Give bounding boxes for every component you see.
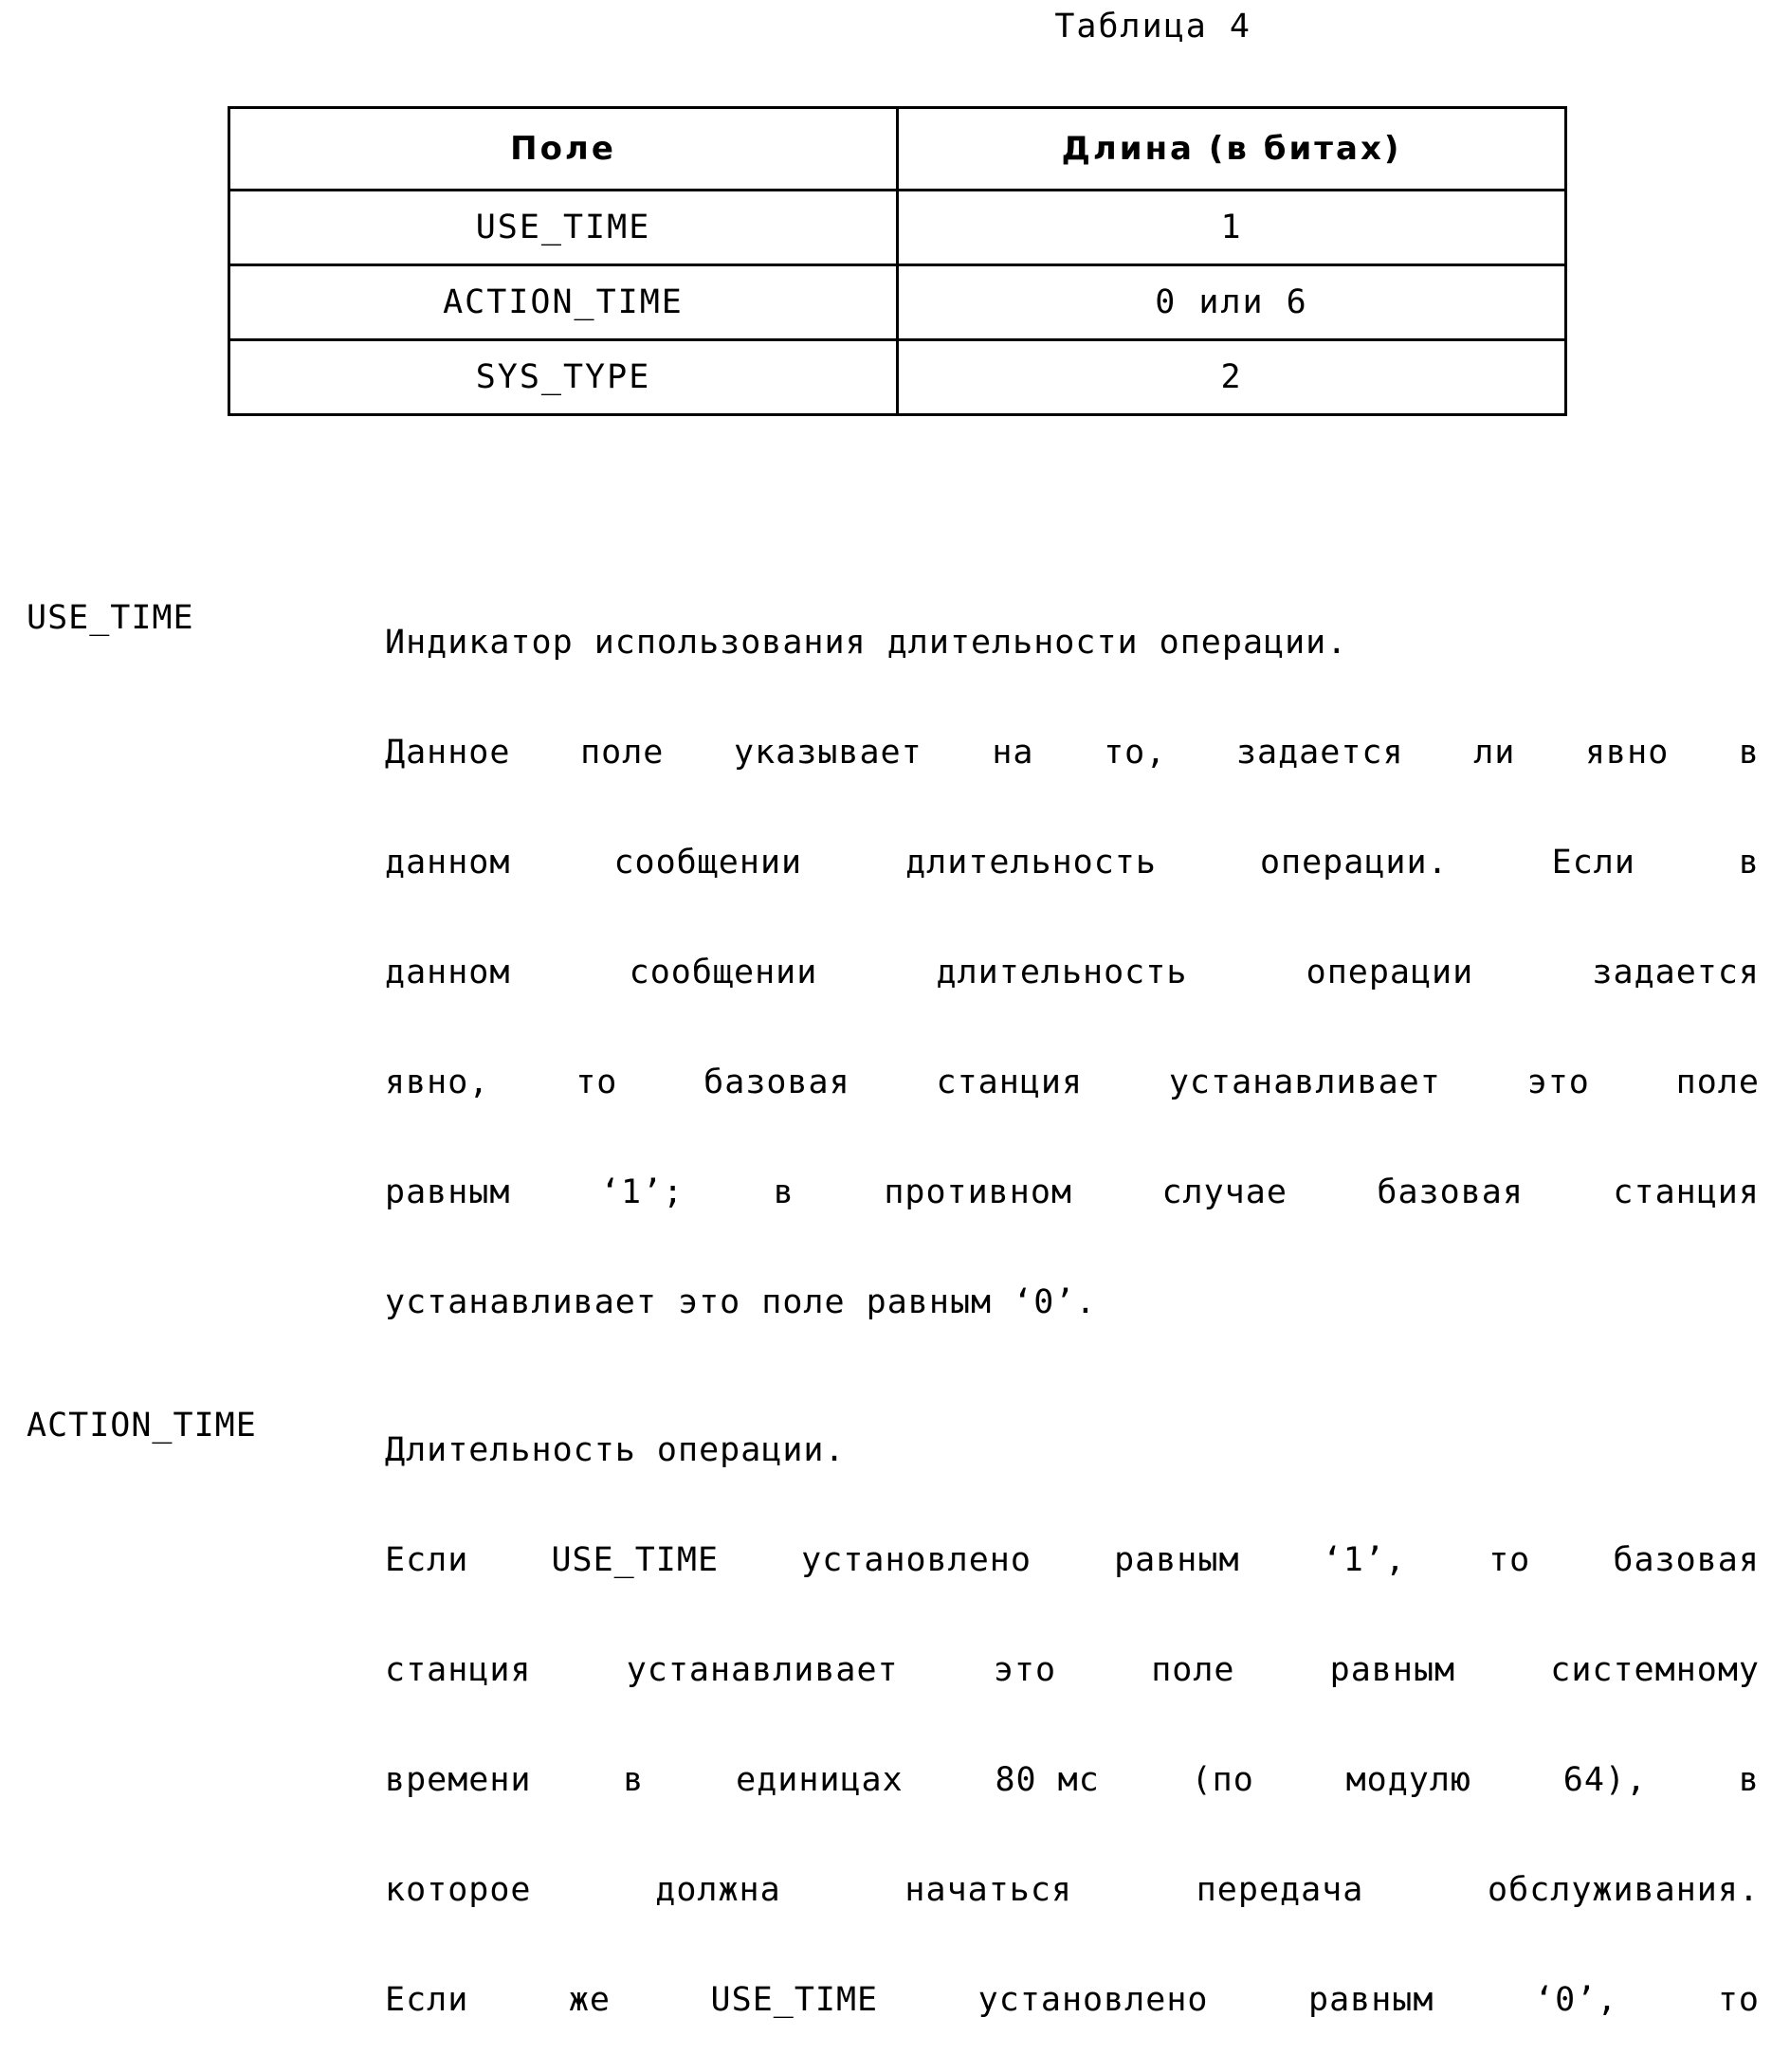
word: станция: [1613, 1173, 1760, 1211]
definition-action-time: [27, 1395, 1771, 2055]
word: указывает: [734, 734, 922, 772]
word: начаться: [904, 1871, 1072, 1909]
table-row: [229, 191, 1566, 265]
word: то: [1489, 1541, 1531, 1579]
word: в: [773, 1173, 795, 1211]
word: в: [1738, 734, 1760, 772]
definition-term: USE_TIME: [27, 599, 194, 637]
word: это: [993, 1651, 1057, 1689]
word: поле: [1151, 1651, 1235, 1689]
word: Если: [1551, 844, 1635, 882]
word: базовая: [703, 1063, 850, 1101]
word: модулю: [1345, 1761, 1472, 1799]
definition-line: [385, 1725, 1760, 1835]
word: обслуживания.: [1488, 1871, 1760, 1909]
definition-line: [385, 1027, 1760, 1137]
word: 64),: [1562, 1761, 1648, 1799]
word: передача: [1196, 1871, 1364, 1909]
table-row: [229, 265, 1566, 340]
word: в: [1738, 844, 1760, 882]
word: USE_TIME: [551, 1541, 720, 1579]
word: Если: [385, 1981, 469, 2019]
definition-line: [385, 1945, 1760, 2055]
word: данном: [385, 954, 511, 991]
word: задается: [1592, 954, 1760, 991]
word: то: [1717, 1981, 1760, 2019]
word: сообщении: [613, 844, 803, 882]
word: времени: [385, 1761, 532, 1799]
word: ли: [1473, 734, 1516, 772]
word: установлено: [977, 1981, 1209, 2019]
word: должна: [655, 1871, 781, 1909]
word: то,: [1104, 734, 1167, 772]
word: задается: [1235, 734, 1404, 772]
definition-term: ACTION_TIME: [27, 1407, 257, 1445]
paragraph-gap: [27, 1374, 1771, 1395]
definition-line: устанавливает это поле равным ‘0’.: [385, 1283, 1097, 1321]
word: 80 мс: [995, 1761, 1100, 1799]
word: базовая: [1377, 1173, 1524, 1211]
word: USE_TIME: [710, 1981, 879, 2019]
word: ‘1’,: [1322, 1541, 1406, 1579]
word: равным: [1114, 1541, 1240, 1579]
word: системному: [1550, 1651, 1760, 1689]
word: на: [992, 734, 1034, 772]
word: сообщении: [629, 954, 818, 991]
word: это: [1526, 1063, 1590, 1101]
word: поле: [580, 734, 665, 772]
word: явно,: [385, 1063, 490, 1101]
word: (по: [1191, 1761, 1254, 1799]
definition-line: [385, 1835, 1760, 1945]
word: установлено: [801, 1541, 1032, 1579]
definition-line: Длительность операции.: [385, 1431, 846, 1469]
table-cell-field: USE_TIME: [229, 191, 898, 265]
definition-list: [27, 588, 1771, 2072]
definition-line: [385, 698, 1760, 808]
word: операции.: [1259, 844, 1449, 882]
word: устанавливает: [626, 1651, 899, 1689]
word: данном: [385, 844, 511, 882]
field-length-table: [228, 106, 1567, 416]
word: случае: [1161, 1173, 1288, 1211]
definition-line: [385, 1505, 1760, 1615]
word: же: [568, 1981, 611, 2019]
table-header-row: [229, 108, 1566, 191]
word: в: [1738, 1761, 1760, 1799]
word: противном: [884, 1173, 1072, 1211]
word: операции: [1306, 954, 1474, 991]
word: длительность: [936, 954, 1188, 991]
word: ‘0’,: [1534, 1981, 1618, 2019]
table-cell-length: 1: [898, 191, 1566, 265]
word: явно: [1584, 734, 1670, 772]
word: в: [623, 1761, 645, 1799]
table-caption: Таблица 4: [1054, 8, 1251, 45]
word: равным: [1329, 1651, 1456, 1689]
word: ‘1’;: [599, 1173, 685, 1211]
definition-body: [385, 1395, 1771, 2055]
definition-line: [385, 1137, 1760, 1247]
word: базовая: [1613, 1541, 1760, 1579]
table-header-field: Поле: [229, 108, 898, 191]
word: Если: [385, 1541, 469, 1579]
table-cell-length: 2: [898, 340, 1566, 415]
table-cell-field: SYS_TYPE: [229, 340, 898, 415]
table-cell-length: 0 или 6: [898, 265, 1566, 340]
table-cell-field: ACTION_TIME: [229, 265, 898, 340]
word: то: [575, 1063, 618, 1101]
table-header-length: Длина (в битах): [898, 108, 1566, 191]
definition-use-time: [27, 588, 1771, 1357]
word: равным: [1308, 1981, 1434, 2019]
word: станция: [385, 1651, 532, 1689]
definition-line: [385, 1615, 1760, 1725]
word: длительность: [905, 844, 1157, 882]
word: устанавливает: [1168, 1063, 1441, 1101]
word: станция: [936, 1063, 1084, 1101]
word: равным: [385, 1173, 511, 1211]
word: поле: [1675, 1063, 1760, 1101]
definition-body: [385, 588, 1771, 1357]
table-row: [229, 340, 1566, 415]
word: Данное: [385, 734, 511, 772]
definition-line: [385, 808, 1760, 918]
word: единицах: [736, 1761, 904, 1799]
definition-line: [385, 918, 1760, 1027]
definition-line: Индикатор использования длительности операции.: [385, 624, 1348, 662]
word: которое: [385, 1871, 532, 1909]
